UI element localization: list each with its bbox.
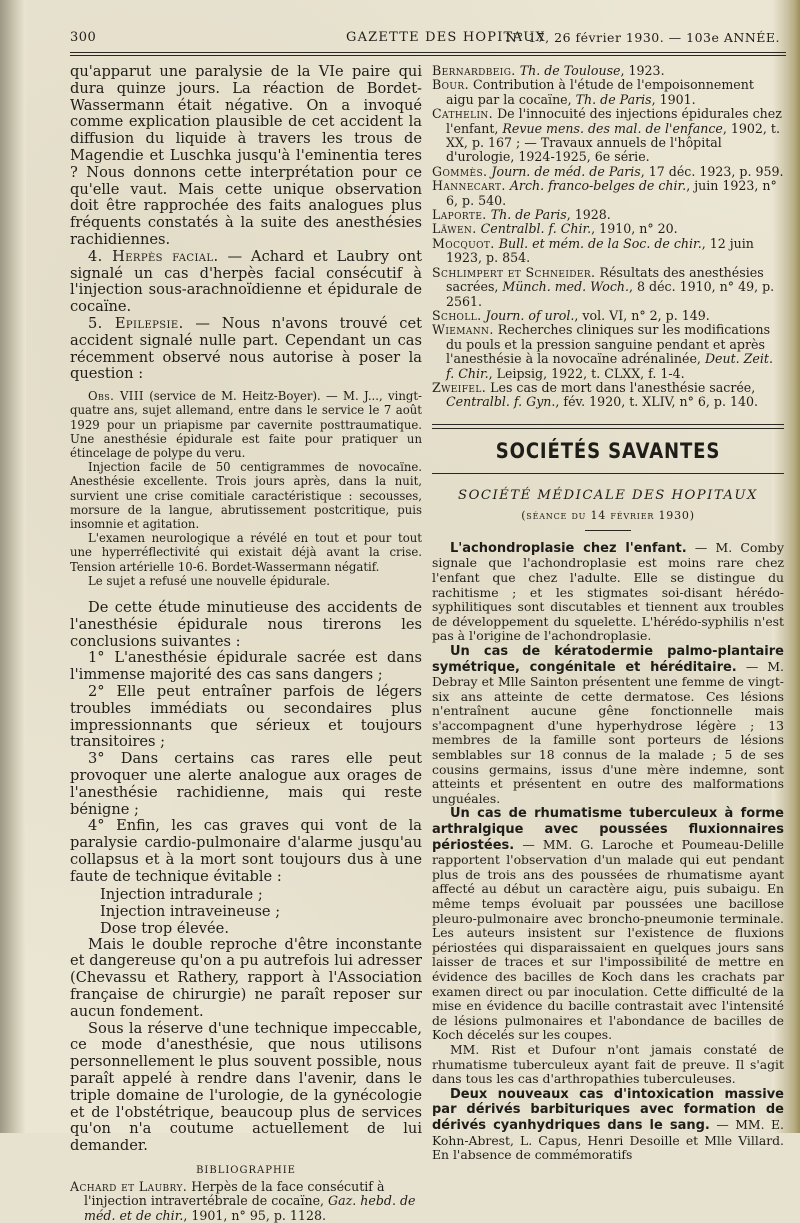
observation-paragraph — [70, 389, 422, 460]
observation-p4: Le sujet a refusé une nouvelle épidurale. — [88, 573, 331, 588]
conclusion-intro: De cette étude minutieuse des accidents de l'anesthésie épidurale nous tirerons les conclusions suivantes : — [70, 598, 422, 650]
bibliography-entry — [432, 107, 784, 165]
reference-author: Hannecart. — [432, 178, 506, 194]
reference-source: Bull. et mém. de la Soc. de chir. — [498, 235, 702, 251]
bibliography-entry — [432, 78, 784, 107]
report-rhumatisme-discussion: MM. Rist et Dufour n'ont jamais constaté de rhumatisme tuberculeux ayant fait de preuve. Il s'agit dans tous les cas d'arthropathies tuberculeuses. — [432, 1041, 784, 1087]
reference-source: Journ. of urol. — [485, 307, 575, 323]
page-left-shadow — [0, 0, 26, 1133]
fault-item-3: Dose trop élevée. — [100, 919, 229, 937]
reference-author: Bernardbeig. — [432, 63, 516, 78]
reference-source: Deut. Zeit. f. Chir. — [446, 351, 773, 381]
reference-author: Laporte. — [432, 207, 487, 223]
report-text: — M. Debray et Mlle Sainton présentent une femme de vingt-six ans atteinte de cette dermatose. Ces lésions n'entraînent aucune gêne fonctionnelle mais s'accompagnent d'une hyperhydrose légère ; 13 membres de la famille sont porteurs de lésions semblables sur 18 connus de la malade ; 5 de ses cousins germains, issus d'une mère indemne, sont atteints et présentent en outre des malformations unguéales. — [432, 658, 784, 806]
reference-source: Münch. med. Woch. — [502, 279, 630, 295]
report-title: Deux nouveaux cas d'intoxication massive par dérivés barbituriques avec formation de dérivés cyanhydriques dans le sang. — [432, 1086, 784, 1133]
reference-source: Th. de Toulouse — [519, 63, 621, 78]
reference-tail: , 1902, t. XX, p. 167 ; — Travaux annuels de l'hôpital d'urologie, 1924-1925, 6e série. — [446, 120, 780, 165]
conclusion-item-1: 1° L'anesthésie épidurale sacrée est dans l'immense majorité des cas sans dangers ; — [70, 649, 422, 684]
reference-source: Th. de Paris — [575, 91, 652, 107]
reference-source: Arch. franco-belges de chir. — [509, 178, 687, 194]
epilepsie-paragraph — [70, 316, 422, 383]
closing-paragraph-2: Sous la réserve d'une technique impeccable, ce mode d'anesthésie, que nous utilisons personnellement le plus souvent possible, nous paraît appelé à rendre dans l'avenir, dans le triple domaine de l'urologie, de la gynécologie et de l'obstétrique, beaucoup plus de services qu'on n'a coutume actuellement de lui demander. — [70, 1019, 422, 1155]
bibliography-entry — [432, 64, 784, 78]
running-header — [70, 30, 790, 52]
reference-author: Achard et Laubry. — [70, 1178, 188, 1194]
bibliography-entry — [70, 1180, 422, 1223]
reference-tail: , vol. VI, n° 2, p. 149. — [574, 307, 710, 323]
bibliography-entry — [432, 309, 784, 323]
report-keratodermie — [432, 644, 784, 807]
closing-paragraph-1: Mais le double reproche d'être inconstante et dangereuse qu'on a pu autrefois lui adresser (Chevassu et Rathery, rapport à l'Association française de chirurgie) ne paraît reposer sur aucun fondement. — [70, 935, 422, 1020]
reference-tail: , Leipsig, 1922, t. CLXX, f. 1-4. — [488, 365, 685, 381]
society-name: SOCIÉTÉ MÉDICALE DES HOPITAUX — [458, 487, 758, 503]
issue-info: N° 17, 26 février 1930. — 103e ANNÉE. — [505, 30, 780, 45]
reference-source: Revue mens. des mal. de l'enfance — [502, 120, 723, 136]
report-title: Un cas de rhumatisme tuberculeux à forme arthralgique avec poussées fluxionnaires périostées. — [432, 806, 784, 853]
header-rule-double — [70, 55, 786, 56]
observation-p3: L'examen neurologique a révélé en tout et pour tout une hyperréflectivité qui existait déjà avant la crise. Tension artérielle 10-6. Bordet-Wassermann négatif. — [70, 531, 422, 574]
intro-paragraph: qu'apparut une paralysie de la VIe paire qui dura quinze jours. La réaction de Bordet-Wassermann était négative. On a invoqué comme explication plausible de cet accident la diffusion du liquide à travers les trous de Magendie et Luschka jusqu'à l'eminentia teres ? Nous donnons cette interprétation pour ce qu'elle vaut. Mais cette unique observation doit être rapprochée des faits analogues plus fréquents constatés à la suite des anesthésies rachidiennes. — [70, 63, 422, 248]
bibliography-entry — [432, 381, 784, 410]
reference-source: Centralbl. f. Gyn. — [446, 394, 556, 410]
bibliography-entry — [432, 179, 784, 208]
bibliography-heading: BIBLIOGRAPHIE — [196, 1164, 296, 1176]
report-barbituriques — [432, 1087, 784, 1163]
reference-author: Zweifel. — [432, 379, 487, 395]
observation-p2: Injection facile de 50 centigrammes de novocaïne. Anesthésie excellente. Trois jours après, dans la nuit, survient une crise comitiale caractéristique : secousses, morsure de la langue, abrutissement postcritique, puis insomnie et agitation. — [70, 460, 422, 531]
bibliography-entry — [432, 323, 784, 381]
reference-author: Gommès. — [432, 163, 488, 179]
reference-author: Läwen. — [432, 221, 477, 237]
report-achondroplasie — [432, 541, 784, 644]
bibliography-entry — [432, 222, 784, 236]
conclusion-item-2: 2° Elle peut entraîner parfois de légers troubles immédiats ou secondaires plus impressionnants que sérieux et toujours transitoires ; — [70, 682, 422, 751]
reference-tail: , juin 1923, n° 6, p. 540. — [446, 178, 777, 208]
reference-text: Herpès de la face consécutif à l'injection intravertébrale de cocaïne, — [84, 1178, 385, 1209]
reference-source: Journ. de méd. de Paris — [491, 163, 641, 179]
reference-text: Résultats des anesthésies sacrées, — [446, 264, 764, 295]
section-title: SOCIÉTÉS SAVANTES — [495, 438, 721, 463]
short-divider — [585, 530, 631, 531]
bibliography-entry — [432, 237, 784, 266]
report-rhumatisme — [432, 806, 784, 1043]
fault-item-1: Injection intradurale ; — [100, 885, 263, 903]
reference-tail: , 1928. — [566, 207, 611, 223]
observation-text: (service de M. Heitz-Boyer). — M. J..., vingt-quatre ans, sujet allemand, entre dans le service le 7 août 1929 pour un priapisme par cavernite posttraumatique. Une anesthésie épidurale est faite pour pratiquer un étincelage de polype du veru. — [70, 389, 423, 460]
report-text: — M. Comby signale que l'achondroplasie est moins rare chez l'enfant que chez l'adulte. Elle se distingue du rachitisme ; et les stigmates soi-disant hérédo-syphilitiques sont discutables et tiennent aux troubles de développement du squelette. L'hérédo-syphilis n'est pas à l'origine de l'achondroplasie. — [432, 539, 784, 644]
report-title: Un cas de kératodermie palmo-plantaire symétrique, congénitale et héréditaire. — [432, 643, 784, 675]
reference-author: Scholl. — [432, 307, 482, 323]
page-number: 300 — [70, 30, 97, 45]
reference-tail: , 1910, n° 20. — [591, 221, 678, 237]
reference-source: Th. de Paris — [490, 207, 567, 223]
epilepsie-text: — Nous n'avons trouvé cet accident signalé nulle part. Cependant un cas récemment observé nous autorise à poser la question : — [70, 314, 422, 383]
reference-tail: , 1923. — [620, 63, 665, 78]
observation-label: Obs. VIII — [88, 389, 144, 404]
reference-tail: , 1901, n° 95, p. 1128. — [183, 1207, 326, 1223]
right-column — [432, 64, 784, 1163]
herpes-paragraph — [70, 249, 422, 316]
conclusion-item-4: 4° Enfin, les cas graves qui vont de la paralysie cardio-pulmonaire d'alarme jusqu'au collapsus et à la mort sont toujours dus à une faute de technique évitable : — [70, 817, 422, 885]
bibliography-list — [432, 64, 784, 410]
bibliography-entry — [432, 165, 784, 179]
reference-tail: , 12 juin 1923, p. 854. — [446, 235, 754, 266]
reference-author: Wiemann. — [432, 322, 494, 338]
reference-text: Contribution à l'étude de l'empoisonnement aigu par la cocaïne, — [446, 77, 754, 107]
header-rule — [70, 52, 786, 53]
section-rule-top-double — [432, 428, 784, 429]
left-column — [70, 64, 422, 1223]
reference-text: Recherches cliniques sur les modifications du pouls et la pression sanguine pendant et après l'anesthésie à la novocaïne adrénalinée, — [446, 322, 771, 367]
herpes-heading: 4. Herpès facial. — [88, 247, 219, 265]
report-text: — MM. G. Laroche et Poumeau-Delille rapportent l'observation d'un malade qui eut pendant plus de trois ans des poussées de rhumatisme ayant affecté au début un caractère aigu, puis subaigu. En même temps évoluait par poussées une bacillose pleuro-pulmonaire avec broncho-pneumonie terminale. Les auteurs insistent sur l'existence de fluxions périostées qui disparaissaient en quelques jours sans laisser de traces et sur l'impossibilité de mettre en évidence des bacilles de Koch dans les crachats par examen direct ou par inoculation. Cette difficulté de la mise en évidence du bacille contrastait avec l'intensité de lésions pulmonaires et l'abondance de bacilles de Koch décelés sur les coupes. — [432, 836, 784, 1043]
epilepsie-heading: 5. Epilepsie. — [88, 314, 184, 332]
reference-author: Mocquot. — [432, 235, 495, 251]
report-text: — MM. E. Kohn-Abrest, L. Capus, Henri Desoille et Mlle Villard. En l'absence de commémoratifs — [432, 1116, 784, 1163]
reference-source: Gaz. hebd. de méd. et de chir. — [84, 1193, 416, 1223]
reference-text: De l'innocuité des injections épidurales chez l'enfant, — [446, 106, 782, 136]
reference-author: Cathelin. — [432, 106, 494, 122]
bibliography-entry — [432, 208, 784, 222]
report-title: L'achondroplasie chez l'enfant. — [450, 540, 687, 556]
journal-title: GAZETTE DES HOPITAUX — [346, 30, 546, 45]
reference-tail: , 8 déc. 1910, n° 49, p. 2561. — [446, 279, 775, 309]
reference-tail: , 1901. — [651, 91, 696, 107]
reference-tail: , fév. 1920, t. XLIV, n° 6, p. 140. — [555, 394, 759, 410]
fault-item-2: Injection intraveineuse ; — [100, 902, 281, 920]
herpes-text: — Achard et Laubry ont signalé un cas d'herpès facial consécutif à l'injection sous-arachnoïdienne et épidurale de cocaïne. — [70, 247, 422, 316]
reference-author: Schlimpert et Schneider. — [432, 264, 596, 280]
section-rule-top — [432, 424, 784, 425]
fault-list — [70, 886, 422, 937]
bibliography-entry — [432, 266, 784, 309]
reference-author: Bour. — [432, 77, 469, 93]
reference-source: Centralbl. f. Chir. — [480, 221, 592, 237]
conclusion-item-3: 3° Dans certains cas rares elle peut provoquer une alerte analogue aux orages de l'anesthésie rachidienne, mais qui reste bénigne ; — [70, 750, 422, 818]
reference-tail: , 17 déc. 1923, p. 959. — [640, 163, 784, 179]
session-date: (séance du 14 février 1930) — [521, 508, 695, 522]
reference-text: Les cas de mort dans l'anesthésie sacrée, — [486, 379, 756, 395]
section-rule-bottom — [432, 473, 784, 474]
